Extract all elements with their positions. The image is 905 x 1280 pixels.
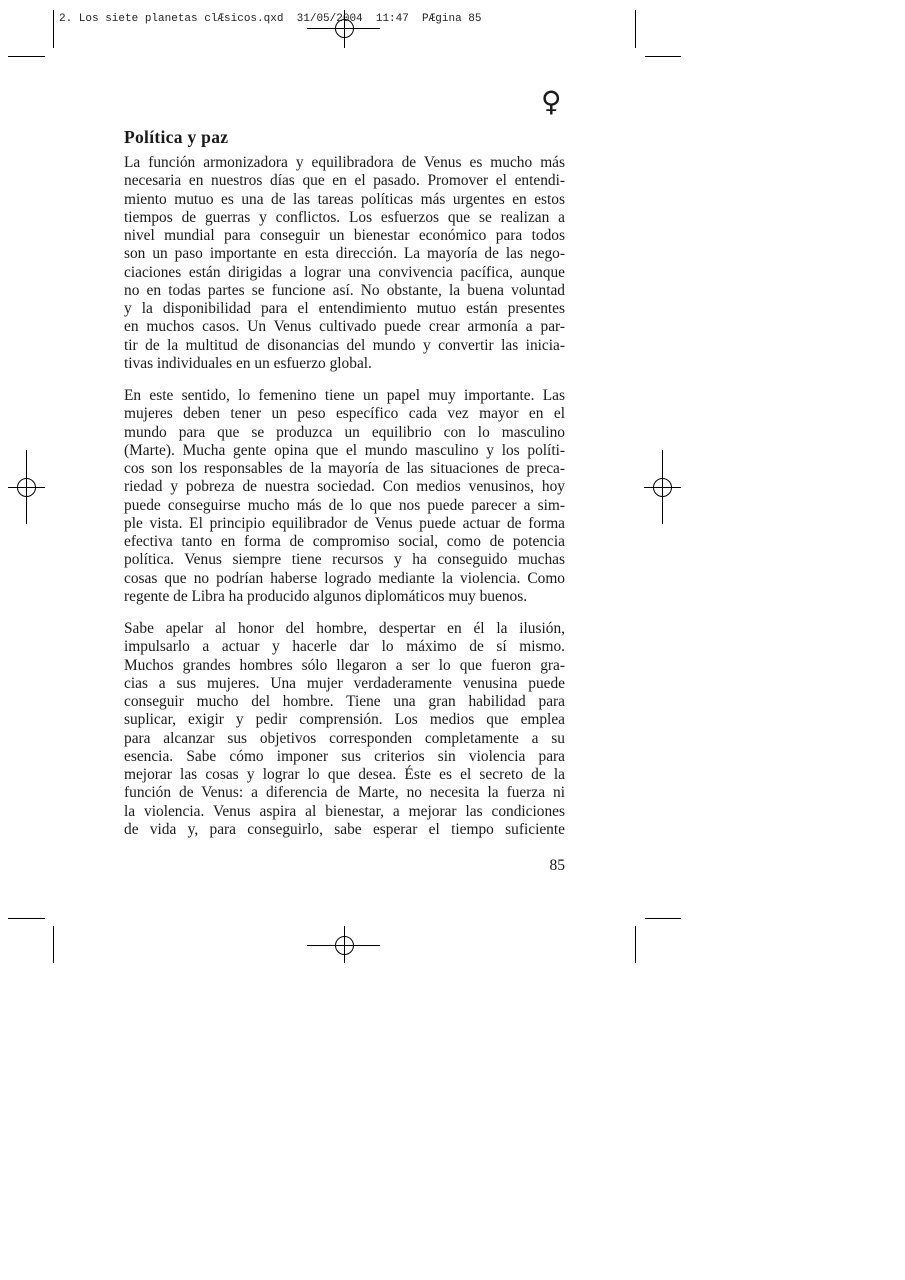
crop-mark-top-right xyxy=(636,10,682,57)
text-line: no en todas partes se funcione así. No obstante, la buena voluntad xyxy=(124,281,565,299)
text-line: de vida y, para conseguirlo, sabe esperar el tiempo suficiente xyxy=(124,820,565,838)
crop-mark-bottom-right xyxy=(636,919,682,964)
text-line: efectiva tanto en forma de compromiso social, como de potencia xyxy=(124,533,565,550)
text-line: necesaria en nuestros días que en el pasado. Promover el entendi- xyxy=(124,172,565,190)
registration-mark-top xyxy=(307,10,380,48)
file-slug: 2. Los siete planetas clÆsicos.qxd 31/05/2004 11:47 PÆgina 85 xyxy=(59,13,482,25)
text-line: cosas que no podrían haberse logrado mediante la violencia. Como xyxy=(124,569,565,587)
section-title: Política y paz xyxy=(124,127,229,147)
text-line: tir de la multitud de disonancias del mundo y convertir las inicia- xyxy=(124,336,565,354)
text-line: son un paso importante en esta dirección. La mayoría de las nego- xyxy=(124,245,565,263)
text-line: mujeres deben tener un peso específico cada vez mayor en el xyxy=(124,405,565,423)
text-line: (Marte). Mucha gente opina que el mundo masculino y los políti- xyxy=(124,441,565,459)
text-line: En este sentido, lo femenino tiene un papel muy importante. Las xyxy=(124,387,565,404)
text-line: tiempos de guerras y conflictos. Los esfuerzos que se realizan a xyxy=(124,208,565,226)
text-line: Muchos grandes hombres sólo llegaron a ser lo que fueron gra- xyxy=(124,656,565,674)
text-line: conseguir mucho del hombre. Tiene una gran habilidad para xyxy=(124,693,565,710)
text-line: miento mutuo es una de las tareas políticas más urgentes en estos xyxy=(124,190,565,208)
text-line: esencia. Sabe cómo imponer sus criterios sin violencia para xyxy=(124,747,565,765)
text-line: La función armonizadora y equilibradora de Venus es mucho más xyxy=(124,154,565,171)
text-line: cos son los responsables de la mayoría de las situaciones de preca- xyxy=(124,460,565,477)
text-line: y la disponibilidad para el entendimiento mutuo están presentes xyxy=(124,300,565,317)
text-line: en muchos casos. Un Venus cultivado puede crear armonía a par- xyxy=(124,318,565,336)
venus-symbol-icon: ♀ xyxy=(541,85,562,118)
text-line: política. Venus siempre tiene recursos y ha conseguido muchas xyxy=(124,551,565,569)
text-line: Sabe apelar al honor del hombre, despertar en él la ilusión, xyxy=(124,620,565,637)
page-number: 85 xyxy=(549,857,565,874)
crop-mark-bottom-left xyxy=(8,919,54,964)
paragraph-3 xyxy=(124,620,565,839)
text-line: función de Venus: a diferencia de Marte, no necesita la fuerza ni xyxy=(124,784,565,802)
text-line: regente de Libra ha producido algunos diplomáticos muy buenos. xyxy=(124,587,528,605)
text-line: mundo para que se produzca un equilibrio con lo masculino xyxy=(124,423,565,441)
registration-mark-right xyxy=(644,450,681,524)
text-line: suplicar, exigir y pedir comprensión. Los medios que emplea xyxy=(124,711,565,729)
text-line: nivel mundial para conseguir un bienestar económico para todos xyxy=(124,227,565,244)
registration-mark-left xyxy=(8,450,45,524)
paragraph-2 xyxy=(124,387,565,606)
text-line: mejorar las cosas y lograr lo que desea. Éste es el secreto de la xyxy=(124,766,565,783)
text-line: riedad y pobreza de nuestra sociedad. Con medios venusinos, hoy xyxy=(124,478,565,496)
registration-mark-bottom xyxy=(307,926,380,963)
text-line: puede conseguirse mucho más de lo que nos puede parecer a sim- xyxy=(124,496,565,514)
text-line: la violencia. Venus aspira al bienestar, a mejorar las condiciones xyxy=(124,802,565,820)
text-line: para alcanzar sus objetivos corresponden completamente a su xyxy=(124,729,565,747)
text-line: impulsarlo a actuar y hacerle dar lo máximo de sí mismo. xyxy=(124,638,565,656)
text-line: cias a sus mujeres. Una mujer verdaderamente venusina puede xyxy=(124,674,565,692)
paragraph-1 xyxy=(124,154,565,373)
text-line: tivas individuales en un esfuerzo global. xyxy=(124,354,372,372)
text-line: ple vista. El principio equilibrador de Venus puede actuar de forma xyxy=(124,514,565,532)
text-line: ciaciones están dirigidas a lograr una convivencia pacífica, aunque xyxy=(124,263,565,281)
crop-mark-top-left xyxy=(8,10,54,57)
